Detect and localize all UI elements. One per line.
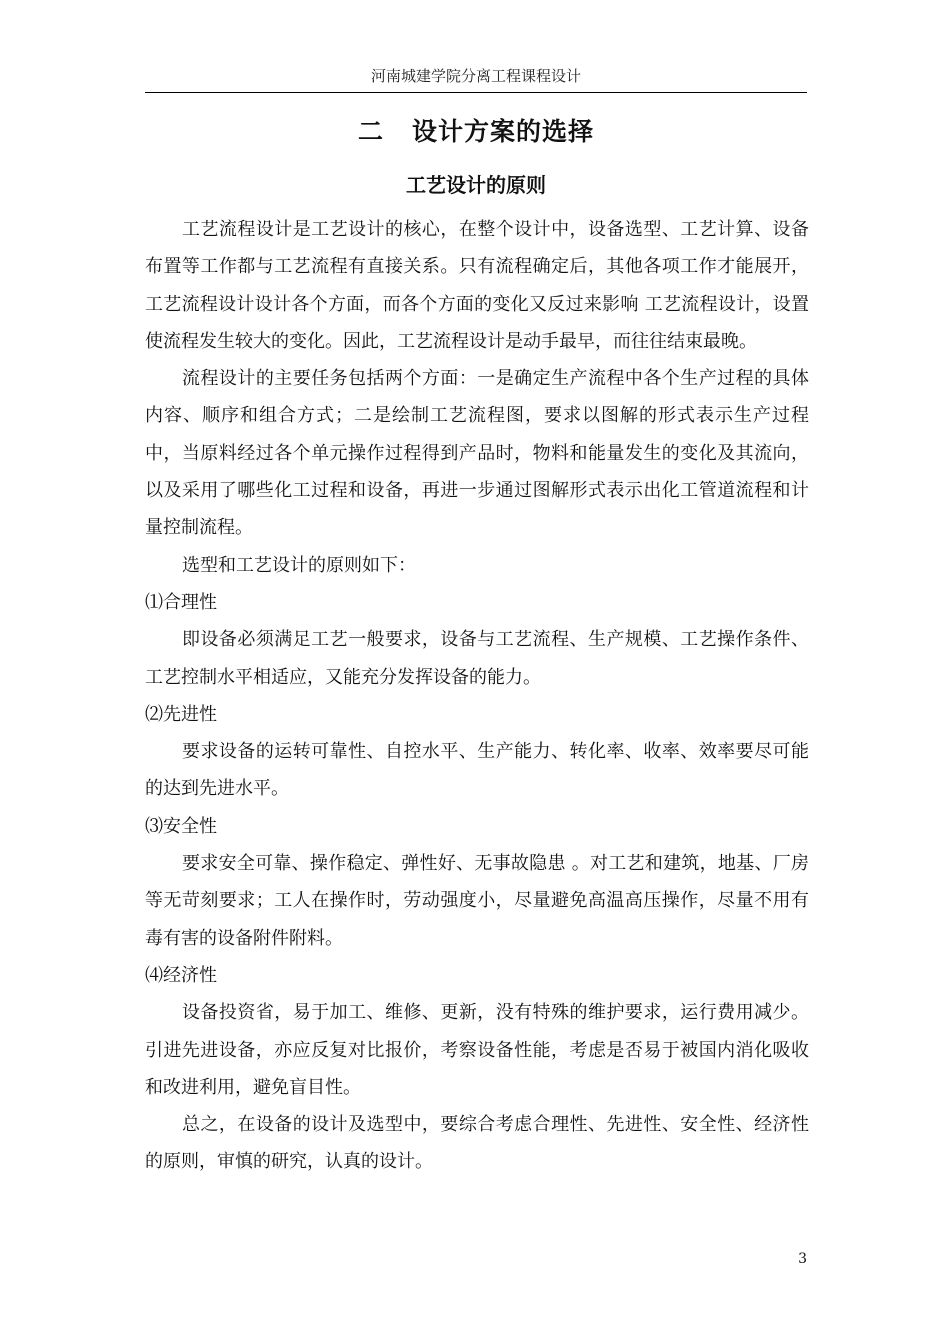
- page-number: 3: [798, 1251, 807, 1267]
- principle-heading: ⑷经济性: [145, 964, 217, 986]
- principle-heading: ⑵先进性: [145, 703, 217, 725]
- section-title: 工艺设计的原则: [406, 173, 546, 197]
- principle-text: 要求安全可靠、操作稳定、弹性好、无事故隐患 。对工艺和建筑，地基、厂房等无苛刻要求；工人在操作时，劳动强度小，尽量避免高温高压操作，尽量不用有毒有害的设备附件附料。: [145, 853, 809, 949]
- chapter-title-text: 设计方案的选择: [412, 117, 595, 146]
- header-rule: [145, 92, 807, 93]
- running-header: 河南城建学院分离工程课程设计: [370, 67, 581, 85]
- principle-text: 要求设备的运转可靠性、自控水平、生产能力、转化率、收率、效率要尽可能的达到先进水平。: [145, 741, 809, 800]
- principle-heading: ⑶安全性: [145, 815, 217, 837]
- paragraph: 工艺流程设计是工艺设计的核心，在整个设计中，设备选型、工艺计算、设备布置等工作都与工艺流程有直接关系。只有流程确定后，其他各项工作才能展开，工艺流程设计设计各个方面，而各个方面的变化又反过来影响 工艺流程设计，设置使流程发生较大的变化。因此，工艺流程设计是动手最早，而往往结束最晚。: [145, 219, 809, 352]
- conclusion-paragraph: 总之，在设备的设计及选型中，要综合考虑合理性、先进性、安全性、经济性的原则，审慎的研究，认真的设计。: [145, 1114, 809, 1173]
- principle-heading: ⑴合理性: [145, 591, 217, 613]
- principle-text: 即设备必须满足工艺一般要求，设备与工艺流程、生产规模、工艺操作条件、工艺控制水平相适应，又能充分发挥设备的能力。: [145, 629, 809, 688]
- chapter-title: [145, 112, 807, 152]
- principle-text: 设备投资省，易于加工、维修、更新，没有特殊的维护要求，运行费用减少。引进先进设备，亦应反复对比报价，考察设备性能，考虑是否易于被国内消化吸收和改进利用，避免盲目性。: [145, 1002, 809, 1098]
- body-text: [145, 211, 809, 1181]
- paragraph: 流程设计的主要任务包括两个方面：一是确定生产流程中各个生产过程的具体内容、顺序和组合方式；二是绘制工艺流程图，要求以图解的形式表示生产过程中，当原料经过各个单元操作过程得到产品时，物料和能量发生的变化及其流向，以及采用了哪些化工过程和设备，再进一步通过图解形式表示出化工管道流程和计量控制流程。: [145, 368, 809, 539]
- paragraph: 选型和工艺设计的原则如下：: [182, 554, 416, 576]
- chapter-number: 二: [357, 117, 384, 146]
